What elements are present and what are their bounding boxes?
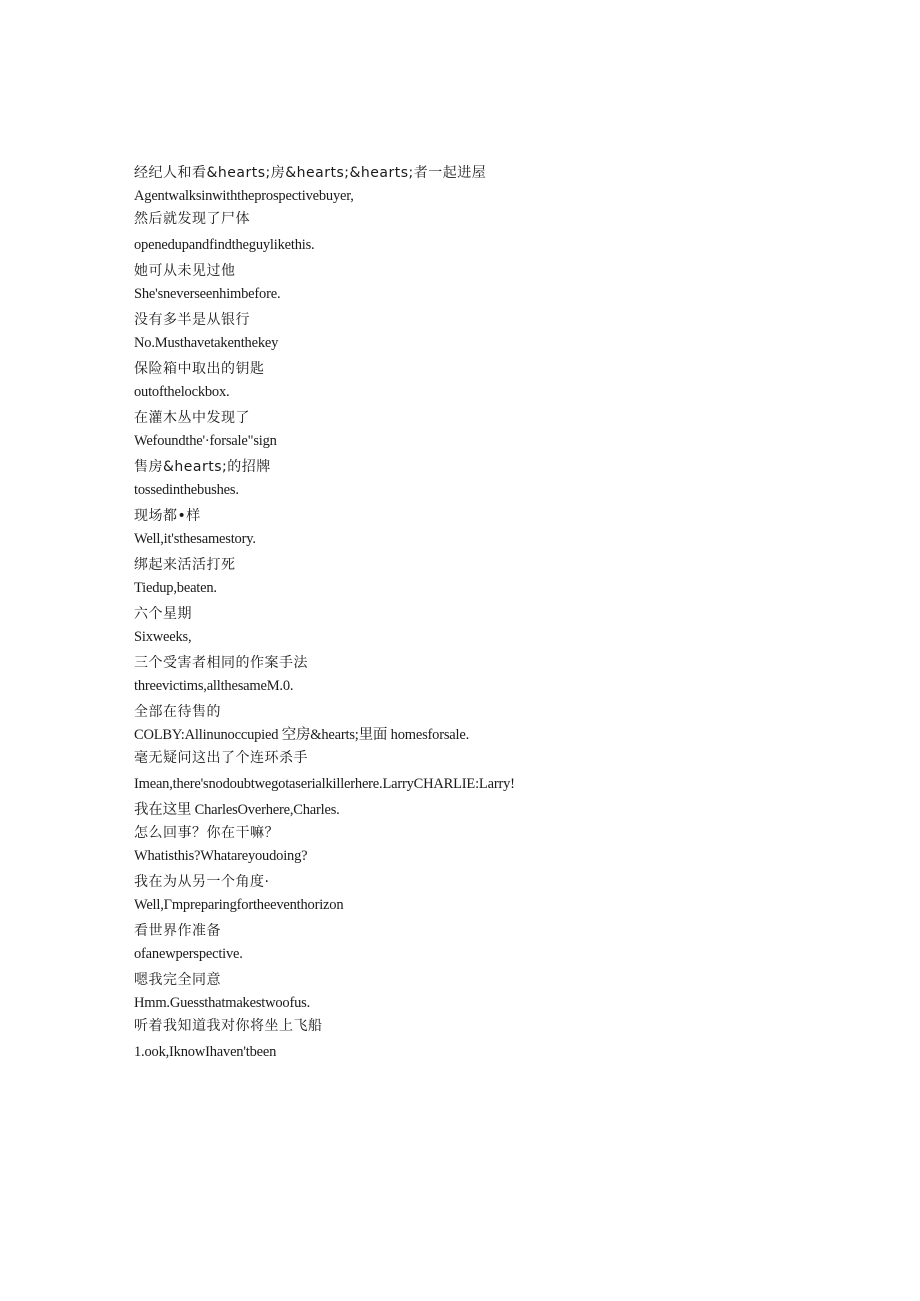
text-line-zh: 三个受害者相同的作案手法 xyxy=(134,655,308,671)
text-line-zh: 全部在待售的 xyxy=(134,704,221,720)
text-line-en: Whatisthis?Whatareyoudoing? xyxy=(134,848,308,864)
text-line-en: openedupandfindtheguylikethis. xyxy=(134,237,315,253)
text-line-zh: 经纪人和看&hearts;房&hearts;&hearts;者一起进屋 xyxy=(134,165,487,181)
text-line-zh: 我在为从另一个角度· xyxy=(134,874,270,890)
text-line-en: ofanewperspective. xyxy=(134,946,243,962)
text-line-en: No.Musthavetakenthekey xyxy=(134,335,279,351)
text-line-en: threevictims,allthesameM.0. xyxy=(134,678,294,694)
text-line-zh: 没有多半是从银行 xyxy=(134,312,250,328)
text-line-en: Well,Γmpreparingfortheeventhorizon xyxy=(134,897,344,913)
text-line-en: COLBY:Allinunoccupied 空房&hearts;里面 homesforsale. xyxy=(134,727,469,743)
text-line-en: Wefoundthe'·forsale"sign xyxy=(134,433,277,449)
text-line-en: Sixweeks, xyxy=(134,629,192,645)
text-line-zh: 绑起来活活打死 xyxy=(134,557,236,573)
text-line-zh: 嗯我完全同意 xyxy=(134,972,221,988)
text-line-zh: 现场都•样 xyxy=(134,508,201,524)
text-line-zh: 毫无疑问这出了个连环杀手 xyxy=(134,750,308,766)
text-line-en: Imean,there'snodoubtwegotaserialkillerhere.LarryCHARLIE:Larry! xyxy=(134,776,515,792)
text-line-zh: 保险箱中取出的钥匙 xyxy=(134,361,265,377)
text-line-mixed: 我在这里 CharlesOverhere,Charles. xyxy=(134,802,340,818)
text-line-en: outofthelockbox. xyxy=(134,384,230,400)
text-line-en: Agentwalksinwiththeprospectivebuyer, xyxy=(134,188,354,204)
text-line-zh: 售房&hearts;的招牌 xyxy=(134,459,271,475)
text-line-en: Tiedup,beaten. xyxy=(134,580,217,596)
text-line-en: Hmm.Guessthatmakestwoofus. xyxy=(134,995,311,1011)
subtitle-text-block xyxy=(134,163,574,1062)
text-line-zh: 她可从未见过他 xyxy=(134,263,236,279)
text-line-en: 1.ook,IknowIhaven'tbeen xyxy=(134,1044,277,1060)
text-line-zh: 看世界作准备 xyxy=(134,923,221,939)
text-line-zh: 听着我知道我对你将坐上飞船 xyxy=(134,1018,323,1034)
text-line-en: She'sneverseenhimbefore. xyxy=(134,286,281,302)
text-line-zh: 在灌木丛中发现了 xyxy=(134,410,250,426)
text-line-zh: 然后就发现了尸体 xyxy=(134,211,250,227)
text-line-en: tossedinthebushes. xyxy=(134,482,239,498)
text-line-zh: 六个星期 xyxy=(134,606,192,622)
text-line-zh: 怎么回事？你在干嘛？ xyxy=(134,825,279,841)
text-line-en: Well,it'sthesamestory. xyxy=(134,531,256,547)
